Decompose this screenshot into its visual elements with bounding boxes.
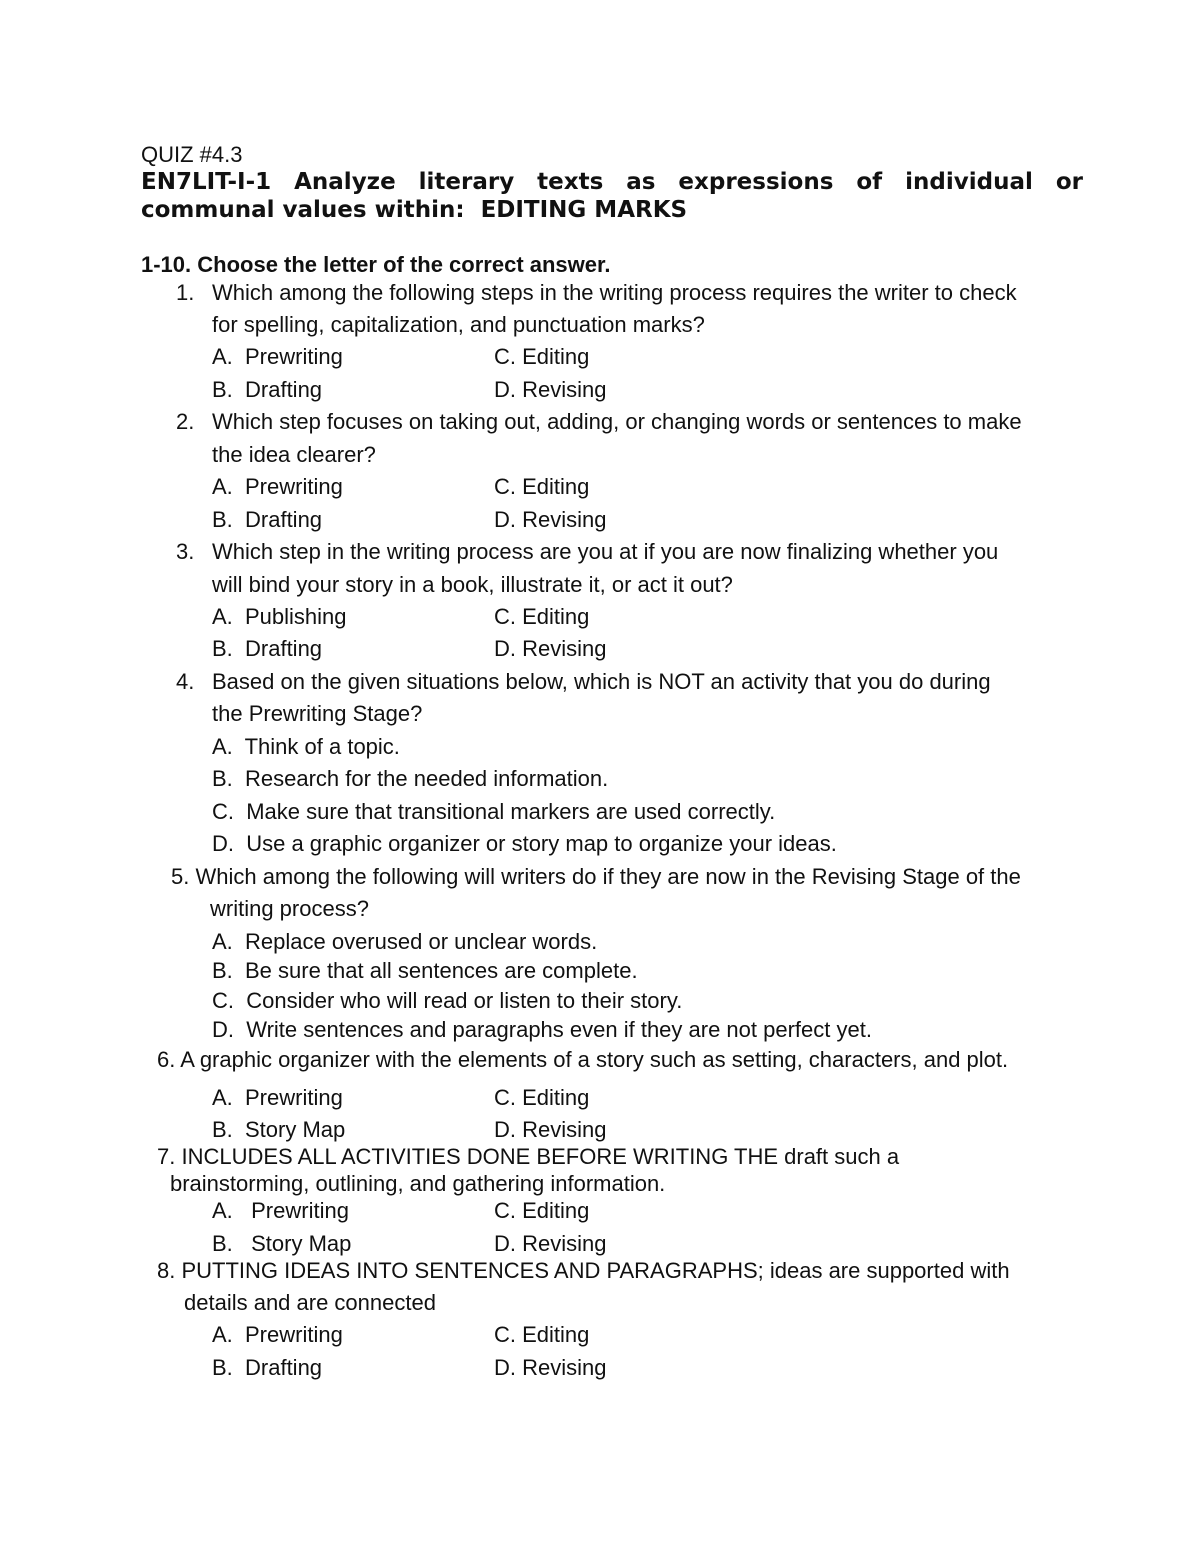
q6-option-a: A. Prewriting	[212, 1085, 343, 1110]
q2-option-a: A. Prewriting	[212, 474, 343, 499]
q4-option-b: B. Research for the needed information.	[212, 766, 609, 791]
q5-option-d: D. Write sentences and paragraphs even if they are not perfect yet.	[212, 1017, 872, 1042]
q6-option-b: B. Story Map	[212, 1117, 346, 1142]
q4-option-c: C. Make sure that transitional markers are used correctly.	[212, 799, 776, 824]
q2-option-d: D. Revising	[494, 507, 607, 532]
q7-option-b: B. Story Map	[212, 1231, 352, 1256]
q8-text-line2: details and are connected	[184, 1290, 436, 1315]
competency-heading-line2: communal values within: EDITING MARKS	[141, 197, 688, 223]
instructions: 1-10. Choose the letter of the correct answer.	[141, 252, 611, 277]
q8-option-d: D. Revising	[494, 1355, 607, 1380]
q8-option-a: A. Prewriting	[212, 1322, 343, 1347]
q1-text-line2: for spelling, capitalization, and punctuation marks?	[212, 312, 705, 337]
q7-option-d: D. Revising	[494, 1231, 607, 1256]
quiz-title: QUIZ #4.3	[141, 142, 243, 167]
q2-number: 2.	[176, 409, 195, 434]
q8-text-line1: 8. PUTTING IDEAS INTO SENTENCES AND PARAGRAPHS; ideas are supported with	[157, 1258, 1010, 1283]
q2-option-b: B. Drafting	[212, 507, 323, 532]
q1-option-c: C. Editing	[494, 344, 590, 369]
q3-number: 3.	[176, 539, 195, 564]
q1-text-line1: Which among the following steps in the writing process requires the writer to check	[212, 280, 1017, 305]
q2-option-c: C. Editing	[494, 474, 590, 499]
q8-option-b: B. Drafting	[212, 1355, 323, 1380]
q3-option-d: D. Revising	[494, 636, 607, 661]
q4-number: 4.	[176, 669, 195, 694]
q2-text-line1: Which step focuses on taking out, adding, or changing words or sentences to make	[212, 409, 1022, 434]
q5-option-a: A. Replace overused or unclear words.	[212, 929, 598, 954]
q5-text-line1: 5. Which among the following will writers do if they are now in the Revising Stage of the	[171, 864, 1021, 889]
q2-text-line2: the idea clearer?	[212, 442, 376, 467]
q6-option-c: C. Editing	[494, 1085, 590, 1110]
q3-text-line1: Which step in the writing process are you at if you are now finalizing whether you	[212, 539, 999, 564]
q3-option-a: A. Publishing	[212, 604, 347, 629]
q7-option-c: C. Editing	[494, 1198, 590, 1223]
q5-option-b: B. Be sure that all sentences are complete.	[212, 958, 638, 983]
q1-option-d: D. Revising	[494, 377, 607, 402]
q7-text-line1: 7. INCLUDES ALL ACTIVITIES DONE BEFORE WRITING THE draft such a	[157, 1144, 900, 1169]
q3-option-c: C. Editing	[494, 604, 590, 629]
q6-text-line1: 6. A graphic organizer with the elements of a story such as setting, characters, and plot.	[157, 1047, 1009, 1072]
q4-text-line1: Based on the given situations below, which is NOT an activity that you do during	[212, 669, 991, 694]
q3-text-line2: will bind your story in a book, illustrate it, or act it out?	[212, 572, 733, 597]
q1-option-a: A. Prewriting	[212, 344, 343, 369]
q1-option-b: B. Drafting	[212, 377, 323, 402]
q5-option-c: C. Consider who will read or listen to their story.	[212, 988, 683, 1013]
q8-option-c: C. Editing	[494, 1322, 590, 1347]
q5-text-line2: writing process?	[210, 896, 369, 921]
q6-option-d: D. Revising	[494, 1117, 607, 1142]
q7-option-a: A. Prewriting	[212, 1198, 349, 1223]
q7-text-line2: brainstorming, outlining, and gathering information.	[170, 1171, 666, 1196]
q1-number: 1.	[176, 280, 195, 305]
q4-option-d: D. Use a graphic organizer or story map to organize your ideas.	[212, 831, 837, 856]
q3-option-b: B. Drafting	[212, 636, 323, 661]
competency-heading-line1: EN7LIT-I-1 Analyze literary texts as expressions of individual or	[141, 169, 1083, 195]
q4-option-a: A. Think of a topic.	[212, 734, 400, 759]
q4-text-line2: the Prewriting Stage?	[212, 701, 423, 726]
